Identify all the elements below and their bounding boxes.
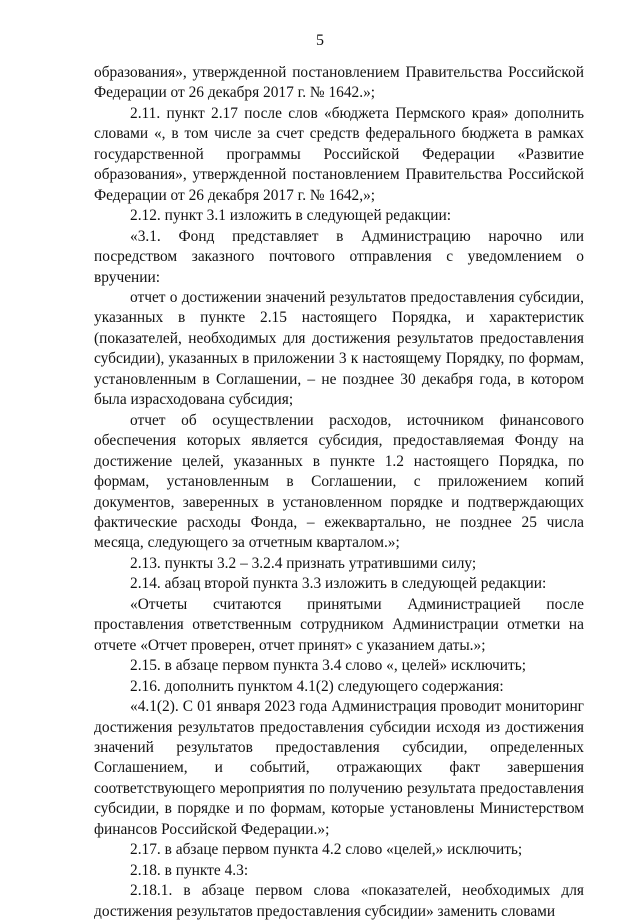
paragraph: 2.11. пункт 2.17 после слов «бюджета Пермского края» дополнить словами «, в том числе за счет средств федерального бюджета в рамках государственной программы Российской Федерации «Развитие образования», утвержденной постановлением Правительства Российской Федерации от 26 декабря 2017 г. № 1642,»; [94, 104, 584, 204]
paragraph: 2.17. в абзаце первом пункта 4.2 слово «целей,» исключить; [130, 841, 523, 859]
paragraph: 2.18. в пункте 4.3: [130, 861, 249, 879]
paragraph: «Отчеты считаются принятыми Администрацией после проставления ответственным сотрудником Администрации отметки на отчете «Отчет проверен, отчет принят» с указанием даты.»; [94, 595, 584, 654]
paragraph: 2.15. в абзаце первом пункта 3.4 слово «, целей» исключить; [130, 657, 527, 675]
paragraph: «4.1(2). С 01 января 2023 года Администрация проводит мониторинг достижения результатов предоставления субсидии исходя из достижения значений результатов предоставления субсидии, определенных Соглашением, и событий, отражающих факт завершения соответствующего мероприятия по получению результата предоставления субсидии, в порядке и по формам, которые установлены Министерством финансов Российской Федерации.»; [94, 698, 584, 838]
paragraph: отчет об осуществлении расходов, источником финансового обеспечения которых является субсидия, предоставляемая Фонду на достижение целей, указанных в пункте 1.2 настоящего Порядка, по формам, установленным в Соглашении, с приложением копий документов, заверенных в установленном порядке и подтверждающих фактические расходы Фонда, – ежеквартально, не позднее 25 числа месяца, следующего за отчетным кварталом.»; [94, 411, 584, 552]
paragraph: 2.12. пункт 3.1 изложить в следующей редакции: [130, 207, 451, 225]
paragraph: 2.18.1. в абзаце первом слова «показателей, необходимых для достижения результатов предоставления субсидии» заменить словами [94, 882, 584, 920]
paragraph: образования», утвержденной постановлением Правительства Российской Федерации от 26 декабря 2017 г. № 1642.»; [94, 64, 584, 102]
document-body [94, 63, 584, 922]
paragraph: 2.16. дополнить пунктом 4.1(2) следующего содержания: [130, 677, 504, 695]
paragraph: отчет о достижении значений результатов предоставления субсидии, указанных в пункте 2.15 настоящего Порядка, и характеристик (показателей, необходимых для достижения результатов предоставления субсидии), указанных в приложении 3 к настоящему Порядку, по формам, установленным в Соглашении, – не позднее 30 декабря года, в котором была израсходована субсидия; [94, 288, 584, 409]
paragraph: «3.1. Фонд представляет в Администрацию нарочно или посредством заказного почтового отправления с уведомлением о вручении: [94, 227, 584, 286]
paragraph: 2.14. абзац второй пункта 3.3 изложить в следующей редакции: [130, 575, 547, 593]
paragraph: 2.13. пункты 3.2 – 3.2.4 признать утратившими силу; [130, 554, 477, 572]
page-number: 5 [316, 32, 324, 49]
